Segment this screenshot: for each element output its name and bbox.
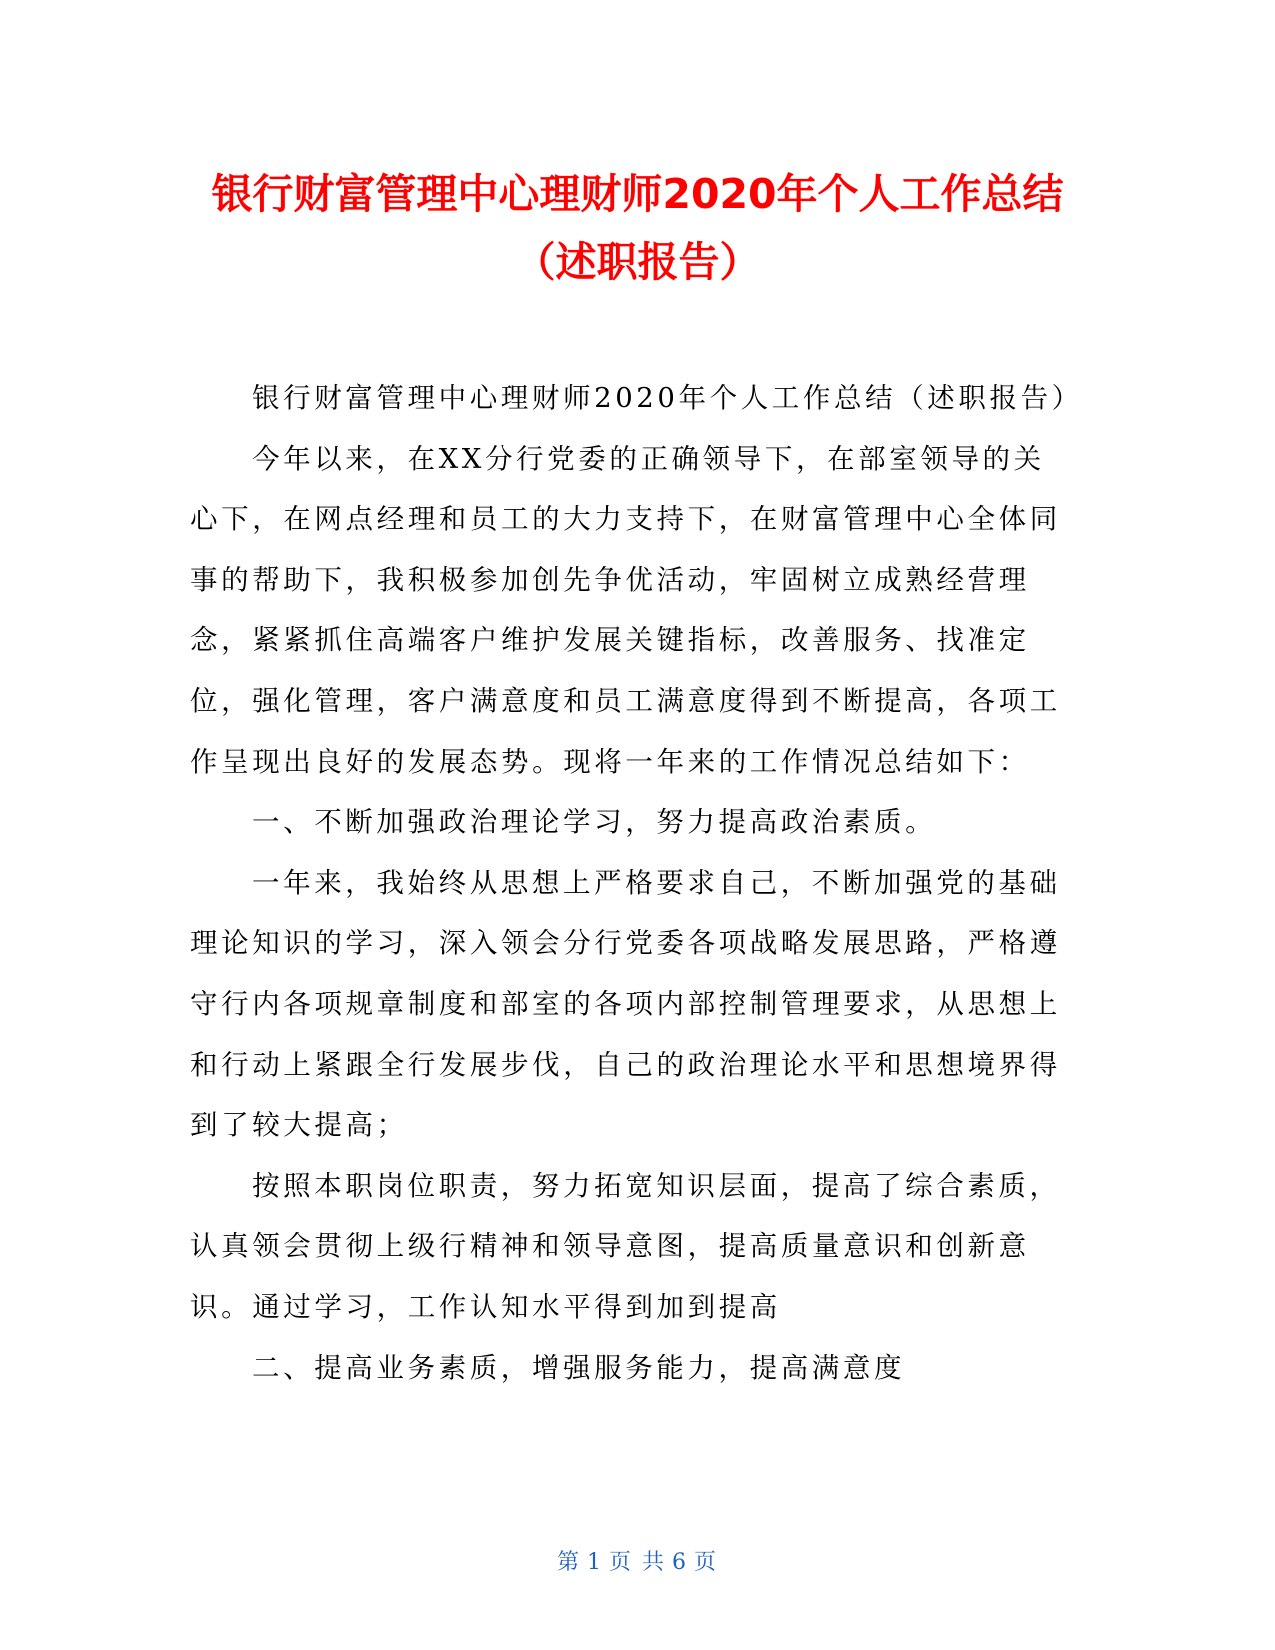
title-line-2: （述职报告） bbox=[514, 238, 761, 286]
footer-mid: 页 共 bbox=[609, 1550, 666, 1575]
document-title bbox=[150, 160, 1125, 296]
footer-prefix: 第 bbox=[556, 1550, 581, 1575]
footer-current-page: 1 bbox=[587, 1550, 603, 1575]
footer-suffix: 页 bbox=[694, 1550, 719, 1575]
paragraph-section-1b: 按照本职岗位职责，努力拓宽知识层面，提高了综合素质，认真领会贯彻上级行精神和领导意图，提高质量意识和创新意识。通过学习，工作认知水平得到加到提高 bbox=[190, 1169, 1061, 1323]
footer-total-pages: 6 bbox=[672, 1550, 688, 1575]
section-heading-2: 二、提高业务素质，增强服务能力，提高满意度 bbox=[252, 1351, 906, 1384]
title-line-1: 银行财富管理中心理财师2020年个人工作总结 bbox=[211, 170, 1064, 218]
document-body bbox=[190, 368, 1083, 1398]
paragraph-subtitle: 银行财富管理中心理财师2020年个人工作总结（述职报告） bbox=[252, 382, 1083, 414]
section-heading-1: 一、不断加强政治理论学习，努力提高政治素质。 bbox=[252, 806, 937, 839]
paragraph-intro: 今年以来，在XX分行党委的正确领导下，在部室领导的关心下，在网点经理和员工的大力支持下，在财富管理中心全体同事的帮助下，我积极参加创先争优活动，牢固树立成熟经营理念，紧紧抓住高端客户维护发展关键指标，改善服务、找准定位，强化管理，客户满意度和员工满意度得到不断提高，各项工作呈现出良好的发展态势。现将一年来的工作情况总结如下： bbox=[190, 442, 1061, 778]
page-footer bbox=[0, 1545, 1275, 1576]
paragraph-section-1a: 一年来，我始终从思想上严格要求自己，不断加强党的基础理论知识的学习，深入领会分行党委各项战略发展思路，严格遵守行内各项规章制度和部室的各项内部控制管理要求，从思想上和行动上紧跟全行发展步伐，自己的政治理论水平和思想境界得到了较大提高； bbox=[190, 866, 1061, 1142]
